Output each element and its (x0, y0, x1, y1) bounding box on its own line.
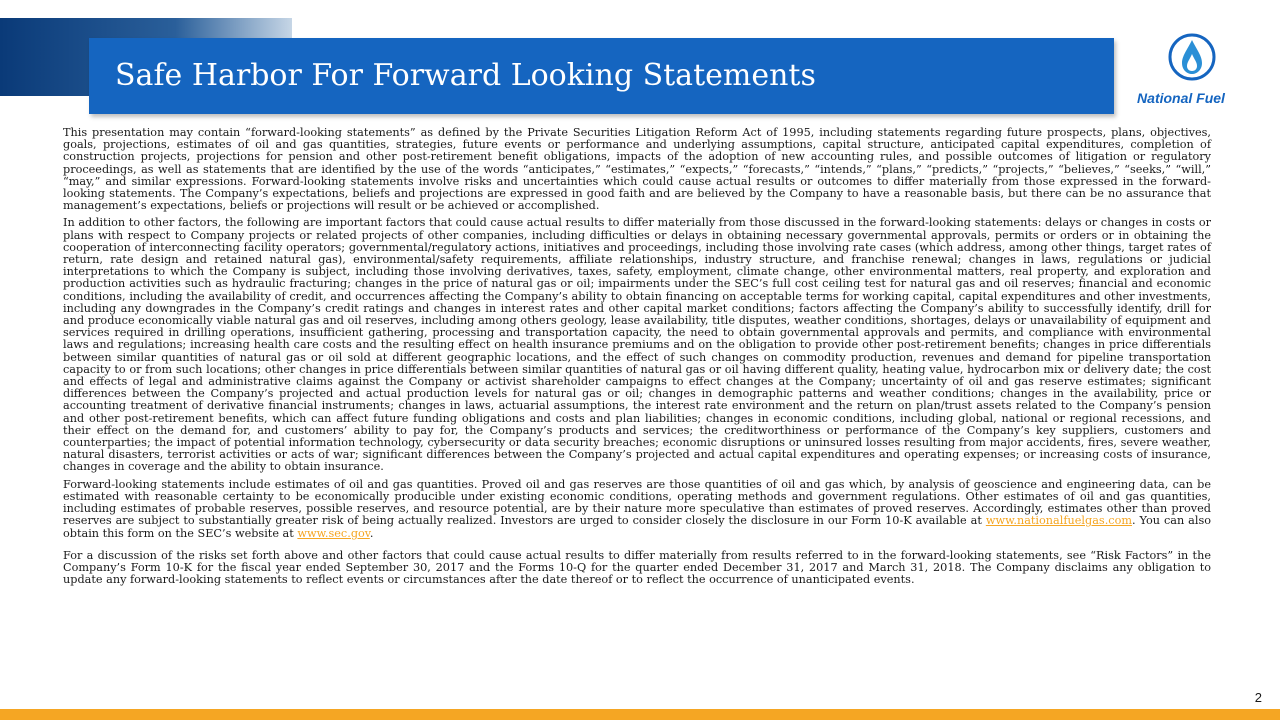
paragraph-risk-factors: In addition to other factors, the following are important factors that could cause actual results to differ materially from those discussed in the forward-looking statements: delays or changes in costs or plans with respect to Company projects or related projects of other companies, including difficulties or delays in obtaining necessary governmental approvals, permits or orders or in obtaining the cooperation of interconnecting facility operators; governmental/regulatory actions, initiatives and proceedings, including those involving rate cases (which address, among other things, target rates of return, rate design and retained natural gas), environmental/safety requirements, affiliate relationships, industry structure, and franchise renewal; changes in laws, regulations or judicial interpretations to which the Company is subject, including those involving derivatives, taxes, safety, employment, climate change, other environmental matters, real property, and exploration and production activities such as hydraulic fracturing; changes in the price of natural gas or oil; impairments under the SEC’s full cost ceiling test for natural gas and oil reserves; financial and economic conditions, including the availability of credit, and occurrences affecting the Company’s ability to obtain financing on acceptable terms for working capital, capital expenditures and other investments, including any downgrades in the Company’s credit ratings and changes in interest rates and other capital market conditions; factors affecting the Company’s ability to successfully identify, drill for and produce economically viable natural gas and oil reserves, including among others geology, lease availability, title disputes, weather conditions, shortages, delays or unavailability of equipment and services required in drilling operations, insufficient gathering, processing and transportation capacity, the need to obtain governmental approvals and permits, and compliance with environmental laws and regulations; increasing health care costs and the resulting effect on health insurance premiums and on the obligation to provide other post-retirement benefits; changes in price differentials between similar quantities of natural gas or oil sold at different geographic locations, and the effect of such changes on commodity production, revenues and demand for pipeline transportation capacity to or from such locations; other changes in price differentials between similar quantities of natural gas or oil having different quality, heating value, hydrocarbon mix or delivery date; the cost and effects of legal and administrative claims against the Company or activist shareholder campaigns to effect changes at the Company; uncertainty of oil and gas reserve estimates; significant differences between the Company’s projected and actual production levels for natural gas or oil; changes in demographic patterns and weather conditions; changes in the availability, price or accounting treatment of derivative financial instruments; changes in laws, actuarial assumptions, the interest rate environment and the return on plan/trust assets related to the Company’s pension and other post-retirement benefits, which can affect future funding obligations and costs and plan liabilities; changes in economic conditions, including global, national or regional recessions, and their effect on the demand for, and customers’ ability to pay for, the Company’s products and services; the creditworthiness or performance of the Company’s key suppliers, customers and counterparties; the impact of potential information technology, cybersecurity or data security breaches; economic disruptions or uninsured losses resulting from major accidents, fires, severe weather, natural disasters, terrorist activities or acts of war; significant differences between the Company’s projected and actual capital expenditures and operating expenses; or increasing costs of insurance, changes in coverage and the ability to obtain insurance. (63, 216, 1211, 474)
nationalfuelgas-link[interactable]: www.nationalfuelgas.com (985, 514, 1133, 528)
paragraph-reserves (63, 479, 1211, 540)
paragraph-intro: This presentation may contain “forward-looking statements” as defined by the Private Securities Litigation Reform Act of 1995, including statements regarding future prospects, plans, objectives, goals, projections, estimates of oil and gas quantities, strategies, future events or performance and underlying assumptions, capital structure, anticipated capital expenditures, completion of construction projects, projections for pension and other post-retirement benefit obligations, impacts of the adoption of new accounting rules, and possible outcomes of litigation or regulatory proceedings, as well as statements that are identified by the use of the words “anticipates,” “estimates,” “expects,” “forecasts,” “intends,” “plans,” “predicts,” “projects,” “believes,” “seeks,” “will,” “may,” and similar expressions. Forward-looking statements involve risks and uncertainties which could cause actual results or outcomes to differ materially from those expressed in the forward-looking statements. The Company’s expectations, beliefs and projections are expressed in good faith and are believed by the Company to have a reasonable basis, but there can be no assurance that management’s expectations, beliefs or projections will result or be achieved or accomplished. (63, 126, 1211, 213)
page-number: 2 (1254, 690, 1262, 705)
paragraph-reserves-end: . (369, 526, 374, 540)
slide-title: Safe Harbor For Forward Looking Statements (115, 58, 816, 93)
flame-drop-icon (1167, 32, 1217, 82)
company-logo (1132, 32, 1230, 112)
paragraph-risk-discussion: For a discussion of the risks set forth above and other factors that could cause actual results to differ materially from results referred to in the forward-looking statements, see “Risk Factors” in the Company’s Form 10-K for the fiscal year ended September 30, 2017 and the Forms 10-Q for the quarter ended December 31, 2017 and March 31, 2018. The Company disclaims any obligation to update any forward-looking statements to reflect events or circumstances after the date thereof or to reflect the occurrence of unanticipated events. (63, 548, 1211, 587)
disclaimer-body (63, 127, 1211, 591)
logo-wordmark: National Fuel (1137, 90, 1225, 106)
footer-bar (0, 709, 1280, 720)
paragraph-reserves-mid: . You can also obtain this form on the SEC’s website at (63, 514, 1211, 540)
sec-website-link[interactable]: www.sec.gov (297, 526, 370, 540)
paragraph-reserves-text: Forward-looking statements include estimates of oil and gas quantities. Proved oil and gas reserves are those quantities of oil and gas which, by analysis of geoscience and engineering data, can be estimated with reasonable certainty to be economically producible under existing economic conditions, operating methods and government regulations. Other estimates of oil and gas quantities, including estimates of probable reserves, possible reserves, and resource potential, are by their nature more speculative than estimates of proved reserves. Accordingly, estimates other than proved reserves are subject to substantially greater risk of being actually realized. Investors are urged to consider closely the disclosure in our Form 10-K available at (63, 477, 1211, 528)
title-bar (89, 38, 1114, 114)
